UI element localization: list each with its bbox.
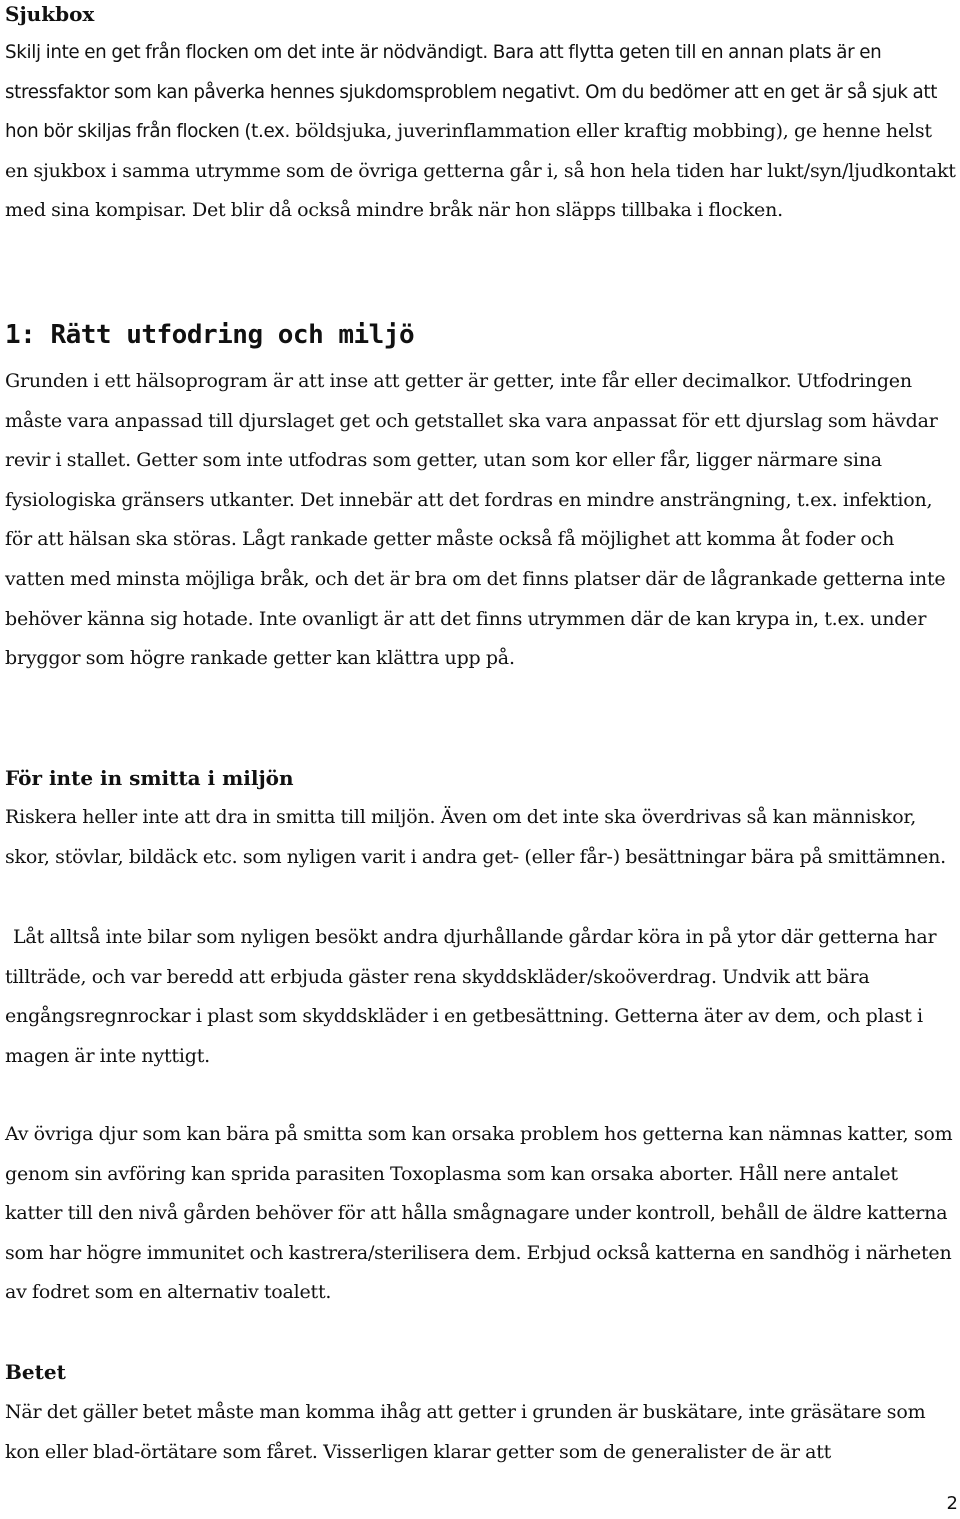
paragraph-smitta-2: Låt alltså inte bilar som nyligen besökt andra djurhållande gårdar köra in på ytor där getterna har tillträde, och var beredd att erbjuda gäster rena skyddskläder/skoöverdrag. Undvik att bära engångsregnrockar i plast som skyddskläder i en getbesättning. Getterna äter av dem, och plast i magen är inte nyttigt. [5, 926, 937, 1067]
heading-smitta: För inte in smitta i miljön [5, 766, 294, 790]
heading-betet: Betet [5, 1360, 66, 1384]
paragraph-smitta-3: Av övriga djur som kan bära på smitta som kan orsaka problem hos getterna kan nämnas katter, som genom sin avföring kan sprida parasiten Toxoplasma som kan orsaka aborter. Håll nere antalet katter till den nivå gården behöver för att hålla smågnagare under kontroll, behåll de äldre katterna som har högre immunitet och kastrera/sterilisera dem. Erbjud också katterna en sandhög i närheten av fodret som en alternativ toalett. [5, 1123, 953, 1304]
paragraph-sjukbox-part1: Skilj inte en get från flocken om det inte är nödvändigt. Bara att flytta geten till en annan plats är en stressfaktor som kan påverka hennes sjukdomsproblem negativt. Om du bedömer att en get är så sjuk att hon bör skiljas från flocken (t.ex. [5, 42, 938, 143]
paragraph-smitta-1: Riskera heller inte att dra in smitta till miljön. Även om det inte ska överdrivas så kan människor, skor, stövlar, bildäck etc. som nyligen varit i andra get- (eller får-) besättningar bära på smittämnen. [5, 806, 946, 868]
page-number: 2 [946, 1493, 958, 1514]
paragraph-sjukbox-part2: böldsjuka, juverinflammation eller kraftig mobbing), ge henne helst en sjukbox i samma utrymme som de övriga getterna går i, så hon hela tiden har lukt/syn/ljudkontakt med sina kompisar. Det blir då också mindre bråk när hon släpps tillbaka i flocken. [5, 120, 956, 222]
paragraph-utfodring: Grunden i ett hälsoprogram är att inse att getter är getter, inte får eller decimalkor. Utfodringen måste vara anpassad till djurslaget get och getstallet ska vara anpassat för ett djurslag som hävdar revir i stallet. Getter som inte utfodras som getter, utan som kor eller får, ligger närmare sina fysiologiska gränsers utkanter. Det innebär att det fordras en mindre ansträngning, t.ex. infektion, för att hälsan ska störas. Lågt rankade getter måste också få möjlighet att komma åt foder och vatten med minsta möjliga bråk, och det är bra om det finns platser där de lågrankade getterna inte behöver känna sig hotade. Inte ovanligt är att det finns utrymmen där de kan krypa in, t.ex. under bryggor som högre rankade getter kan klättra upp på. [5, 370, 946, 670]
heading-sjukbox: Sjukbox [5, 2, 95, 26]
heading-utfodring: 1: Rätt utfodring och miljö [5, 320, 415, 350]
paragraph-betet: När det gäller betet måste man komma ihåg att getter i grunden är buskätare, inte gräsätare som kon eller blad-örtätare som fåret. Visserligen klarar getter som de generalister de är att [5, 1401, 926, 1463]
paragraph-sjukbox [5, 33, 957, 231]
